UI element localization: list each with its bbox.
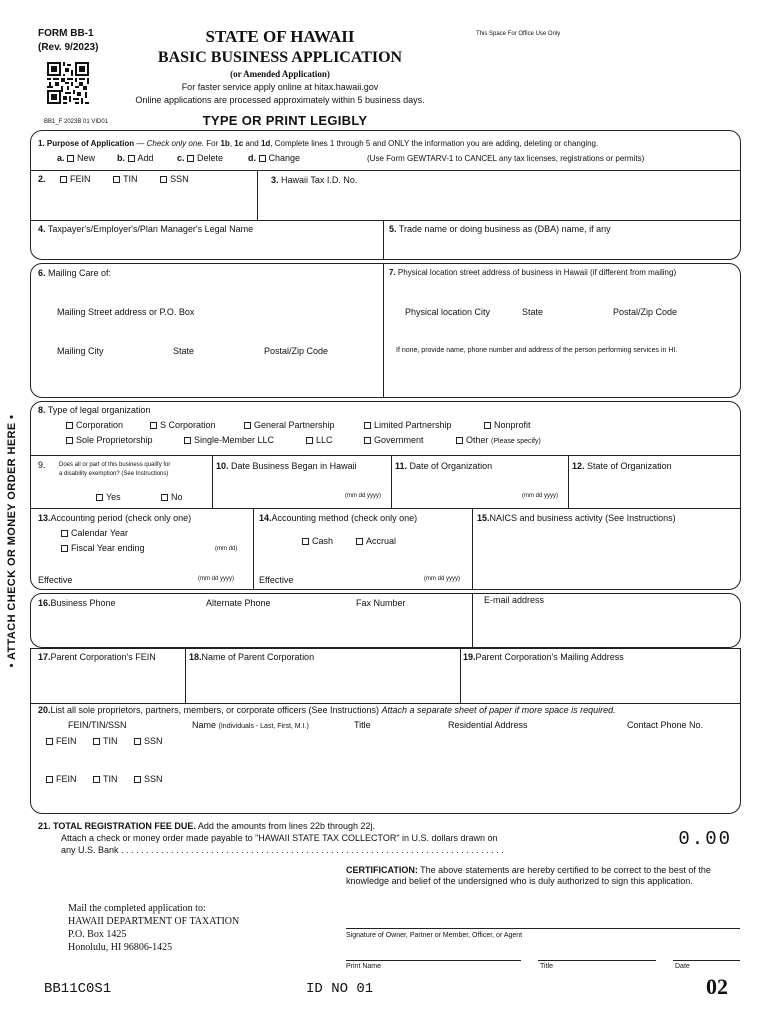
option-new[interactable]	[57, 153, 95, 163]
tin-label: TIN	[103, 774, 118, 784]
yes-label: Yes	[106, 492, 121, 502]
checkbox-add[interactable]	[128, 155, 135, 162]
line14-num: 14.	[259, 513, 272, 523]
mail-address-block	[68, 902, 239, 954]
option-letter: c.	[177, 153, 185, 163]
option-label: New	[77, 153, 96, 163]
title-line	[538, 960, 656, 961]
fiscal-format: (mm dd)	[215, 546, 238, 552]
line5-trade-name	[389, 224, 611, 234]
col-title-header: Title	[354, 720, 371, 730]
org-sole-proprietorship[interactable]	[66, 435, 153, 445]
line17-label: Parent Corporation's FEIN	[50, 652, 156, 662]
option-label: Delete	[197, 153, 224, 163]
period-fiscal[interactable]	[61, 543, 145, 553]
divider	[383, 263, 384, 398]
line18-parent-name	[189, 652, 314, 662]
amended-note: (or Amended Application)	[230, 69, 330, 79]
line7-num: 7.	[389, 268, 396, 277]
divider	[257, 170, 258, 220]
label-fein: FEIN	[70, 174, 91, 184]
line13-num: 13.	[38, 513, 51, 523]
physical-state-label: State	[522, 307, 544, 317]
period-effective-label: Effective	[38, 575, 73, 585]
fiscal-label: Fiscal Year ending	[71, 543, 145, 553]
line21-bank-line	[61, 845, 581, 855]
mail-dept: HAWAII DEPARTMENT OF TAXATION	[68, 916, 240, 927]
line9-num: 9.	[38, 460, 46, 470]
period-calendar[interactable]	[61, 528, 128, 538]
certification-text: The above statements are hereby certified to be correct to the best of the knowledge and belief of the undersigned who is duly authorized to sign this application.	[346, 865, 711, 886]
checkbox[interactable]	[484, 422, 491, 429]
line8-org-type	[38, 405, 150, 415]
line10-label: Date Business Began in Hawaii	[231, 461, 357, 471]
mailing-street-label: Mailing Street address or P.O. Box	[57, 307, 195, 317]
physical-city-label: Physical location City	[405, 307, 491, 317]
line15-naics	[477, 513, 676, 523]
line1-and: and	[243, 139, 261, 148]
line15-label: NAICS and business activity (See Instructions)	[489, 513, 676, 523]
org-corporation[interactable]	[66, 420, 123, 430]
certification-head: CERTIFICATION:	[346, 865, 418, 875]
checkbox-fein[interactable]	[46, 776, 53, 783]
dot-leader: . . . . . . . . . . . . . . . . . . . . . . . . . . . . . . . . . . . . . . . . . . . . . . . . . . . . . . . . . . . . . . . . . . . . . . . . . . . . .	[121, 845, 504, 855]
line1-instr-post: , Complete lines 1 through 5 and ONLY the information you are adding, deleting or changing.	[270, 139, 599, 148]
period-effective-format: (mm dd yyyy)	[198, 576, 234, 582]
cash-label: Cash	[312, 536, 334, 546]
option-label: Change	[268, 153, 301, 163]
line16-business-phone	[38, 598, 116, 608]
line6-care-of	[38, 268, 111, 278]
org-limited-partnership[interactable]	[364, 420, 452, 430]
divider	[185, 648, 186, 704]
line15-num: 15.	[477, 513, 490, 523]
line16-num: 16.	[38, 598, 51, 608]
org-s-corporation[interactable]	[150, 420, 216, 430]
footer-code: BB11C0S1	[44, 981, 112, 997]
attach-check-side-text: • ATTACH CHECK OR MONEY ORDER HERE •	[6, 414, 18, 668]
option-delete[interactable]	[177, 153, 223, 163]
ssn-label: SSN	[144, 774, 163, 784]
line3-num: 3.	[271, 175, 279, 185]
checkbox[interactable]	[161, 494, 168, 501]
divider	[30, 508, 741, 509]
line21-total-fee	[38, 821, 375, 831]
col-id-header: FEIN/TIN/SSN	[68, 720, 127, 730]
owner-row-1-ids	[46, 736, 163, 746]
form-revision: (Rev. 9/2023)	[38, 42, 99, 53]
office-use-label: This Space For Office Use Only	[476, 31, 561, 37]
line1-dash: —	[134, 139, 147, 148]
checkbox-change[interactable]	[259, 155, 266, 162]
line10-date-began	[216, 461, 357, 471]
org-label: General Partnership	[254, 420, 335, 430]
org-label: Government	[374, 435, 424, 445]
line17-num: 17.	[38, 652, 51, 662]
section-1-5	[30, 130, 741, 260]
divider	[30, 455, 741, 456]
fein-label: FEIN	[56, 736, 77, 746]
checkbox[interactable]	[66, 422, 73, 429]
org-label: Limited Partnership	[374, 420, 452, 430]
option-letter: a.	[57, 153, 65, 163]
line4-label: Taxpayer's/Employer's/Plan Manager's Legal Name	[47, 224, 254, 234]
checkbox-tin[interactable]	[93, 738, 100, 745]
signature-line	[346, 928, 740, 929]
checkbox[interactable]	[306, 437, 313, 444]
date-label: Date	[675, 963, 690, 970]
line12-state-org	[572, 461, 672, 471]
org-government[interactable]	[364, 435, 424, 445]
line10-num: 10.	[216, 461, 229, 471]
barcode-id: BB1_F 2023B 01 VID01	[44, 119, 109, 125]
checkbox[interactable]	[184, 437, 191, 444]
line13-label: Accounting period (check only one)	[50, 513, 192, 523]
line19-parent-address	[463, 652, 624, 662]
divider	[472, 508, 473, 590]
col-name-header	[192, 720, 309, 730]
org-llc[interactable]	[306, 435, 333, 445]
checkbox[interactable]	[244, 422, 251, 429]
faster-service-note: For faster service apply online at hitax.hawaii.gov	[181, 82, 379, 92]
date-line	[673, 960, 740, 961]
line11-num: 11.	[395, 461, 408, 471]
line11-date-org	[395, 461, 492, 471]
col-address-header: Residential Address	[448, 720, 528, 730]
line11-format: (mm dd yyyy)	[522, 493, 558, 499]
no-label: No	[171, 492, 183, 502]
mail-box: P.O. Box 1425	[68, 929, 127, 940]
method-accrual[interactable]	[356, 536, 396, 546]
line16-label: Business Phone	[50, 598, 116, 608]
line1-ref-1d: 1d	[260, 139, 271, 148]
line7-label: Physical location street address of business in Hawaii (if different from mailing)	[397, 268, 677, 277]
option-add[interactable]	[117, 153, 154, 163]
print-name-label: Print Name	[346, 963, 382, 970]
line14-label: Accounting method (check only one)	[271, 513, 418, 523]
line18-label: Name of Parent Corporation	[201, 652, 315, 662]
checkbox-delete[interactable]	[187, 155, 194, 162]
line8-num: 8.	[38, 405, 46, 415]
org-other[interactable]	[456, 435, 541, 445]
org-label: Nonprofit	[494, 420, 531, 430]
checkbox[interactable]	[150, 422, 157, 429]
disability-no[interactable]	[161, 492, 183, 502]
org-general-partnership[interactable]	[244, 420, 335, 430]
line1-ref-1b: 1b	[220, 139, 230, 148]
mailing-zip-label: Postal/Zip Code	[264, 346, 329, 356]
tin-label: TIN	[103, 736, 118, 746]
fein-label: FEIN	[56, 774, 77, 784]
line14-accounting-method	[259, 513, 417, 523]
certification-block	[346, 865, 736, 887]
col-name: Name	[192, 720, 217, 730]
online-processing-note: Online applications are processed approximately within 5 business days.	[135, 95, 425, 105]
line19-label: Parent Corporation's Mailing Address	[475, 652, 624, 662]
mail-city: Honolulu, HI 96806-1425	[68, 942, 173, 953]
divider	[253, 508, 254, 590]
divider	[472, 593, 473, 648]
line21-add: Add the amounts from lines 22b through 22j.	[197, 821, 375, 831]
option-change[interactable]	[248, 153, 300, 163]
checkbox-ssn[interactable]	[160, 176, 167, 183]
line8-label: Type of legal organization	[47, 405, 151, 415]
footer-id: ID NO 01	[306, 981, 374, 997]
line3-label: Hawaii Tax I.D. No.	[281, 175, 358, 185]
checkbox[interactable]	[61, 530, 68, 537]
checkbox-tin[interactable]	[113, 176, 120, 183]
divider	[30, 220, 741, 221]
fax-number-label: Fax Number	[356, 598, 406, 608]
divider	[460, 648, 461, 704]
divider	[568, 455, 569, 508]
title-label: Title	[540, 963, 553, 970]
checkbox-fein[interactable]	[60, 176, 67, 183]
mail-lead: Mail the completed application to:	[68, 903, 206, 914]
method-effective-format: (mm dd yyyy)	[424, 576, 460, 582]
col-phone-header: Contact Phone No.	[627, 720, 704, 730]
line21-attach-note: Attach a check or money order made payable to "HAWAII STATE TAX COLLECTOR" in U.S. dollars drawn on	[61, 833, 498, 843]
signature-label: Signature of Owner, Partner or Member, Officer, or Agent	[346, 932, 523, 939]
line20-num: 20.	[38, 705, 51, 715]
line5-label: Trade name or doing business as (DBA) name, if any	[398, 224, 611, 234]
line20-italic-note: Attach a separate sheet of paper if more space is required.	[381, 705, 616, 715]
org-label: LLC	[316, 435, 333, 445]
line17-parent-fein	[38, 652, 156, 662]
email-label: E-mail address	[484, 595, 545, 605]
line4-legal-name	[38, 224, 253, 234]
checkbox-ssn[interactable]	[134, 776, 141, 783]
print-legibly: TYPE OR PRINT LEGIBLY	[202, 113, 368, 128]
checkbox[interactable]	[61, 545, 68, 552]
divider	[212, 455, 213, 508]
line5-num: 5.	[389, 224, 397, 234]
checkbox[interactable]	[364, 437, 371, 444]
org-label: Other	[466, 435, 489, 445]
checkbox[interactable]	[356, 538, 363, 545]
checkbox-ssn[interactable]	[134, 738, 141, 745]
line9-label-1: Does all or part of this business qualify for	[59, 462, 171, 468]
checkbox[interactable]	[66, 437, 73, 444]
line3-tax-id	[271, 175, 357, 185]
mailing-state-label: State	[173, 346, 195, 356]
divider	[383, 220, 384, 260]
qr-code	[47, 62, 89, 104]
cancel-note: (Use Form GEWTARV-1 to CANCEL any tax licenses, registrations or permits)	[367, 154, 645, 163]
checkbox-new[interactable]	[67, 155, 74, 162]
line1-purpose	[38, 139, 598, 148]
label-ssn: SSN	[170, 174, 189, 184]
method-cash[interactable]	[302, 536, 333, 546]
line1-ref-1c: 1c	[234, 139, 244, 148]
form-title: BASIC BUSINESS APPLICATION	[157, 49, 403, 66]
line6-num: 6.	[38, 268, 46, 278]
divider	[30, 170, 741, 171]
line6-label: Mailing Care of:	[48, 268, 112, 278]
org-label: Corporation	[76, 420, 124, 430]
option-letter: b.	[117, 153, 125, 163]
option-label: Add	[137, 153, 154, 163]
divider	[391, 455, 392, 508]
state-title: STATE OF HAWAII	[205, 27, 355, 46]
checkbox[interactable]	[302, 538, 309, 545]
line13-accounting-period	[38, 513, 191, 523]
line12-num: 12.	[572, 461, 585, 471]
org-label: Sole Proprietorship	[76, 435, 153, 445]
label-tin: TIN	[123, 174, 138, 184]
section-6-7	[30, 263, 741, 398]
line4-num: 4.	[38, 224, 46, 234]
line1-instr-pre: For	[206, 139, 221, 148]
line2-ids	[38, 174, 189, 184]
if-none-note: If none, provide name, phone number and address of the person performing services in HI.	[396, 347, 678, 354]
line21-num: 21.	[38, 821, 51, 831]
form-code: FORM BB-1	[38, 28, 94, 39]
line21-label: TOTAL REGISTRATION FEE DUE.	[53, 821, 196, 831]
mailing-city-label: Mailing City	[57, 346, 104, 356]
line2-num: 2.	[38, 174, 46, 184]
line10-format: (mm dd yyyy)	[345, 493, 381, 499]
other-note: (Please specify)	[491, 438, 541, 445]
line7-physical-address	[389, 268, 676, 277]
accrual-label: Accrual	[366, 536, 397, 546]
line1-label: Purpose of Application	[46, 139, 135, 148]
line1-comma: ,	[229, 139, 235, 148]
line1-num: 1.	[38, 139, 45, 148]
physical-zip-label: Postal/Zip Code	[613, 307, 678, 317]
owner-row-2-ids	[46, 774, 163, 784]
org-label: Single-Member LLC	[194, 435, 275, 445]
print-name-line	[346, 960, 521, 961]
line19-num: 19.	[463, 652, 476, 662]
checkbox[interactable]	[96, 494, 103, 501]
org-single-member-llc[interactable]	[184, 435, 274, 445]
total-fee-amount[interactable]: 0.00	[678, 828, 732, 850]
checkbox[interactable]	[364, 422, 371, 429]
org-label: S Corporation	[160, 420, 216, 430]
ssn-label: SSN	[144, 736, 163, 746]
line12-label: State of Organization	[587, 461, 672, 471]
option-letter: d.	[248, 153, 256, 163]
line20-owners	[38, 705, 616, 715]
checkbox-tin[interactable]	[93, 776, 100, 783]
disability-yes[interactable]	[96, 492, 121, 502]
checkbox-fein[interactable]	[46, 738, 53, 745]
bank-label: any U.S. Bank	[61, 845, 119, 855]
footer-page: 02	[706, 974, 728, 999]
org-nonprofit[interactable]	[484, 420, 531, 430]
line9-label-2: a disability exemption? (See Instructions)	[59, 471, 169, 477]
col-name-note: (Individuals - Last, First, M.I.)	[218, 723, 309, 730]
line18-num: 18.	[189, 652, 202, 662]
calendar-label: Calendar Year	[71, 528, 129, 538]
line11-label: Date of Organization	[409, 461, 493, 471]
alternate-phone-label: Alternate Phone	[206, 598, 271, 608]
line20-label: List all sole proprietors, partners, members, or corporate officers (See Instructions)	[50, 705, 379, 715]
checkbox[interactable]	[456, 437, 463, 444]
method-effective-label: Effective	[259, 575, 294, 585]
line1-check-one: Check only one.	[146, 139, 204, 148]
